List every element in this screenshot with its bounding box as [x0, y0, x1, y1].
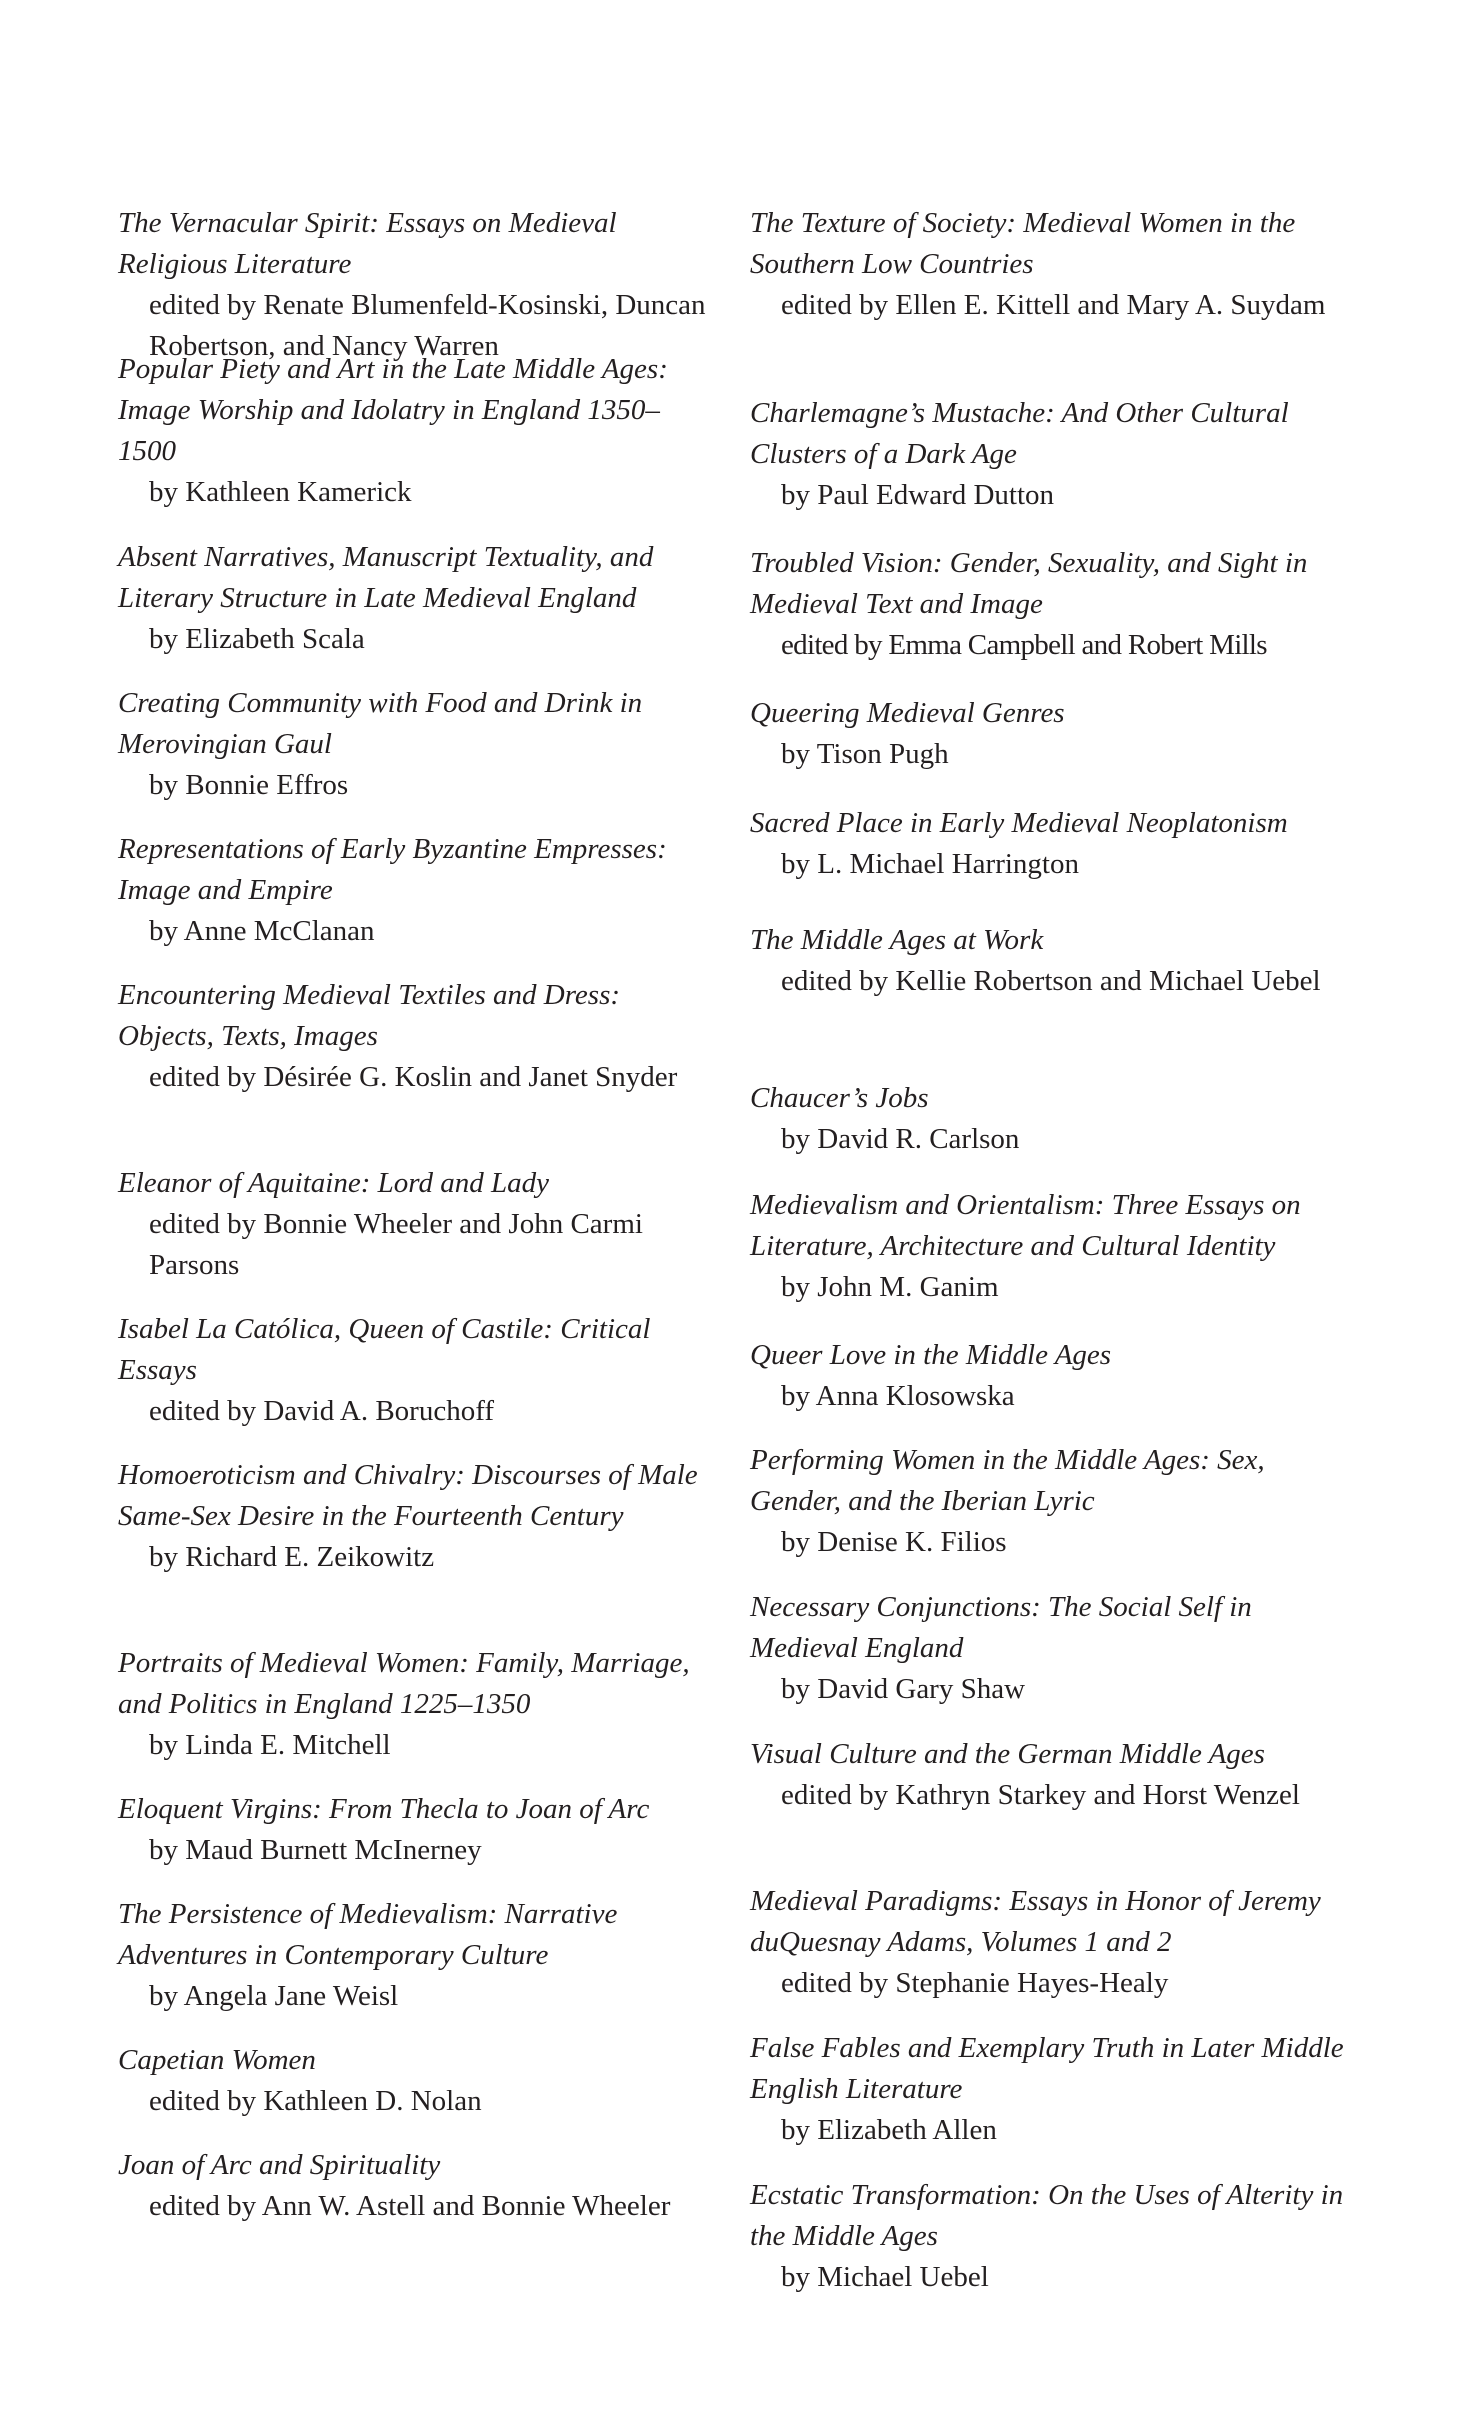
book-credit: by David Gary Shaw	[781, 1673, 1026, 1705]
list-item	[750, 920, 1350, 1078]
book-title: Popular Piety and Art in the Late Middle Ages: Image Worship and Idolatry in England 1350–1500	[118, 353, 668, 467]
book-credit: by Richard E. Zeikowitz	[149, 1541, 435, 1573]
book-title: Ecstatic Transformation: On the Uses of Alterity in the Middle Ages	[750, 2179, 1344, 2252]
book-title: Necessary Conjunctions: The Social Self in Medieval England	[750, 1591, 1252, 1664]
list-item	[750, 1587, 1350, 1734]
list-item	[118, 537, 708, 683]
list-item	[750, 543, 1350, 693]
book-title: Troubled Vision: Gender, Sexuality, and Sight in Medieval Text and Image	[750, 547, 1308, 620]
book-title: Capetian Women	[118, 2044, 316, 2076]
book-credit: edited by Ann W. Astell and Bonnie Wheeler	[149, 2190, 671, 2222]
book-credit: by L. Michael Harrington	[781, 848, 1079, 880]
book-credit: by Paul Edward Dutton	[781, 479, 1055, 511]
list-item	[750, 1335, 1350, 1440]
book-credit: edited by Ellen E. Kittell and Mary A. Suydam	[781, 289, 1326, 321]
book-title: The Middle Ages at Work	[750, 924, 1044, 956]
book-credit: by Anna Klosowska	[781, 1380, 1015, 1412]
book-title: The Texture of Society: Medieval Women in the Southern Low Countries	[750, 207, 1296, 280]
book-credit: by Maud Burnett McInerney	[149, 1834, 482, 1866]
book-title: False Fables and Exemplary Truth in Later Middle English Literature	[750, 2032, 1344, 2105]
book-credit: edited by David A. Boruchoff	[149, 1395, 494, 1427]
book-credit: edited by Désirée G. Koslin and Janet Snyder	[149, 1061, 678, 1093]
book-credit: by Tison Pugh	[781, 738, 949, 770]
book-title: Isabel La Católica, Queen of Castile: Critical Essays	[118, 1313, 651, 1386]
list-item	[118, 683, 708, 829]
book-title: Homoeroticism and Chivalry: Discourses of Male Same-Sex Desire in the Fourteenth Century	[118, 1459, 698, 1532]
book-title: Joan of Arc and Spirituality	[118, 2149, 441, 2181]
book-credit: edited by Kathleen D. Nolan	[149, 2085, 482, 2117]
list-item	[118, 2145, 708, 2227]
book-title: Medieval Paradigms: Essays in Honor of Jeremy duQuesnay Adams, Volumes 1 and 2	[750, 1885, 1321, 1958]
book-credit: edited by Bonnie Wheeler and John Carmi Parsons	[149, 1208, 643, 1281]
book-credit: by Angela Jane Weisl	[149, 1980, 399, 2012]
list-item	[118, 1309, 708, 1455]
list-item	[750, 393, 1350, 543]
list-item	[118, 1163, 708, 1309]
list-item	[118, 203, 708, 362]
left-column	[118, 203, 708, 2227]
list-item	[750, 693, 1350, 803]
book-credit: by Denise K. Filios	[781, 1526, 1007, 1558]
list-item	[118, 1789, 708, 1894]
book-credit: edited by Emma Campbell and Robert Mills	[781, 629, 1267, 661]
book-title: Medievalism and Orientalism: Three Essays on Literature, Architecture and Cultural Identity	[750, 1189, 1301, 1262]
list-item	[118, 829, 708, 975]
book-title: Charlemagne’s Mustache: And Other Cultural Clusters of a Dark Age	[750, 397, 1289, 470]
list-item	[118, 349, 708, 537]
list-item	[118, 1894, 708, 2040]
book-title: The Persistence of Medievalism: Narrative Adventures in Contemporary Culture	[118, 1898, 618, 1971]
book-title: Representations of Early Byzantine Empresses: Image and Empire	[118, 833, 667, 906]
right-column	[750, 203, 1350, 2298]
book-title: Portraits of Medieval Women: Family, Marriage, and Politics in England 1225–1350	[118, 1647, 690, 1720]
book-credit: by Elizabeth Scala	[149, 623, 365, 655]
list-item	[750, 803, 1350, 920]
book-credit: by Bonnie Effros	[149, 769, 349, 801]
book-credit: edited by Kathryn Starkey and Horst Wenzel	[781, 1779, 1300, 1811]
book-title: Encountering Medieval Textiles and Dress: Objects, Texts, Images	[118, 979, 621, 1052]
book-credit: edited by Stephanie Hayes-Healy	[781, 1967, 1169, 1999]
book-title: The Vernacular Spirit: Essays on Medieval Religious Literature	[118, 207, 617, 280]
list-item	[750, 1734, 1350, 1881]
book-title: Creating Community with Food and Drink in Merovingian Gaul	[118, 687, 643, 760]
list-item	[118, 1455, 708, 1643]
book-title: Queer Love in the Middle Ages	[750, 1339, 1112, 1371]
list-item	[750, 2028, 1350, 2175]
book-credit: edited by Kellie Robertson and Michael Uebel	[781, 965, 1321, 997]
book-credit: by Anne McClanan	[149, 915, 375, 947]
book-title: Sacred Place in Early Medieval Neoplatonism	[750, 807, 1288, 839]
book-credit: by John M. Ganim	[781, 1271, 999, 1303]
list-item	[750, 203, 1350, 393]
list-item	[750, 1185, 1350, 1335]
list-item	[750, 2175, 1350, 2298]
book-title: Visual Culture and the German Middle Ages	[750, 1738, 1265, 1770]
list-item	[118, 2040, 708, 2145]
book-credit: by David R. Carlson	[781, 1123, 1020, 1155]
book-title: Queering Medieval Genres	[750, 697, 1065, 729]
book-credit: by Kathleen Kamerick	[149, 476, 412, 508]
book-title: Performing Women in the Middle Ages: Sex, Gender, and the Iberian Lyric	[750, 1444, 1265, 1517]
book-credit: by Michael Uebel	[781, 2261, 989, 2293]
list-item	[750, 1078, 1350, 1185]
book-credit: by Elizabeth Allen	[781, 2114, 997, 2146]
book-title: Absent Narratives, Manuscript Textuality, and Literary Structure in Late Medieval England	[118, 541, 654, 614]
book-title: Chaucer’s Jobs	[750, 1082, 929, 1114]
list-item	[750, 1440, 1350, 1587]
book-credit: edited by Renate Blumenfeld-Kosinski, Duncan Robertson, and Nancy Warren	[149, 289, 706, 362]
book-credit: by Linda E. Mitchell	[149, 1729, 391, 1761]
book-title: Eleanor of Aquitaine: Lord and Lady	[118, 1167, 549, 1199]
list-item	[118, 1643, 708, 1789]
list-item	[118, 975, 708, 1163]
book-title: Eloquent Virgins: From Thecla to Joan of Arc	[118, 1793, 650, 1825]
list-item	[750, 1881, 1350, 2028]
